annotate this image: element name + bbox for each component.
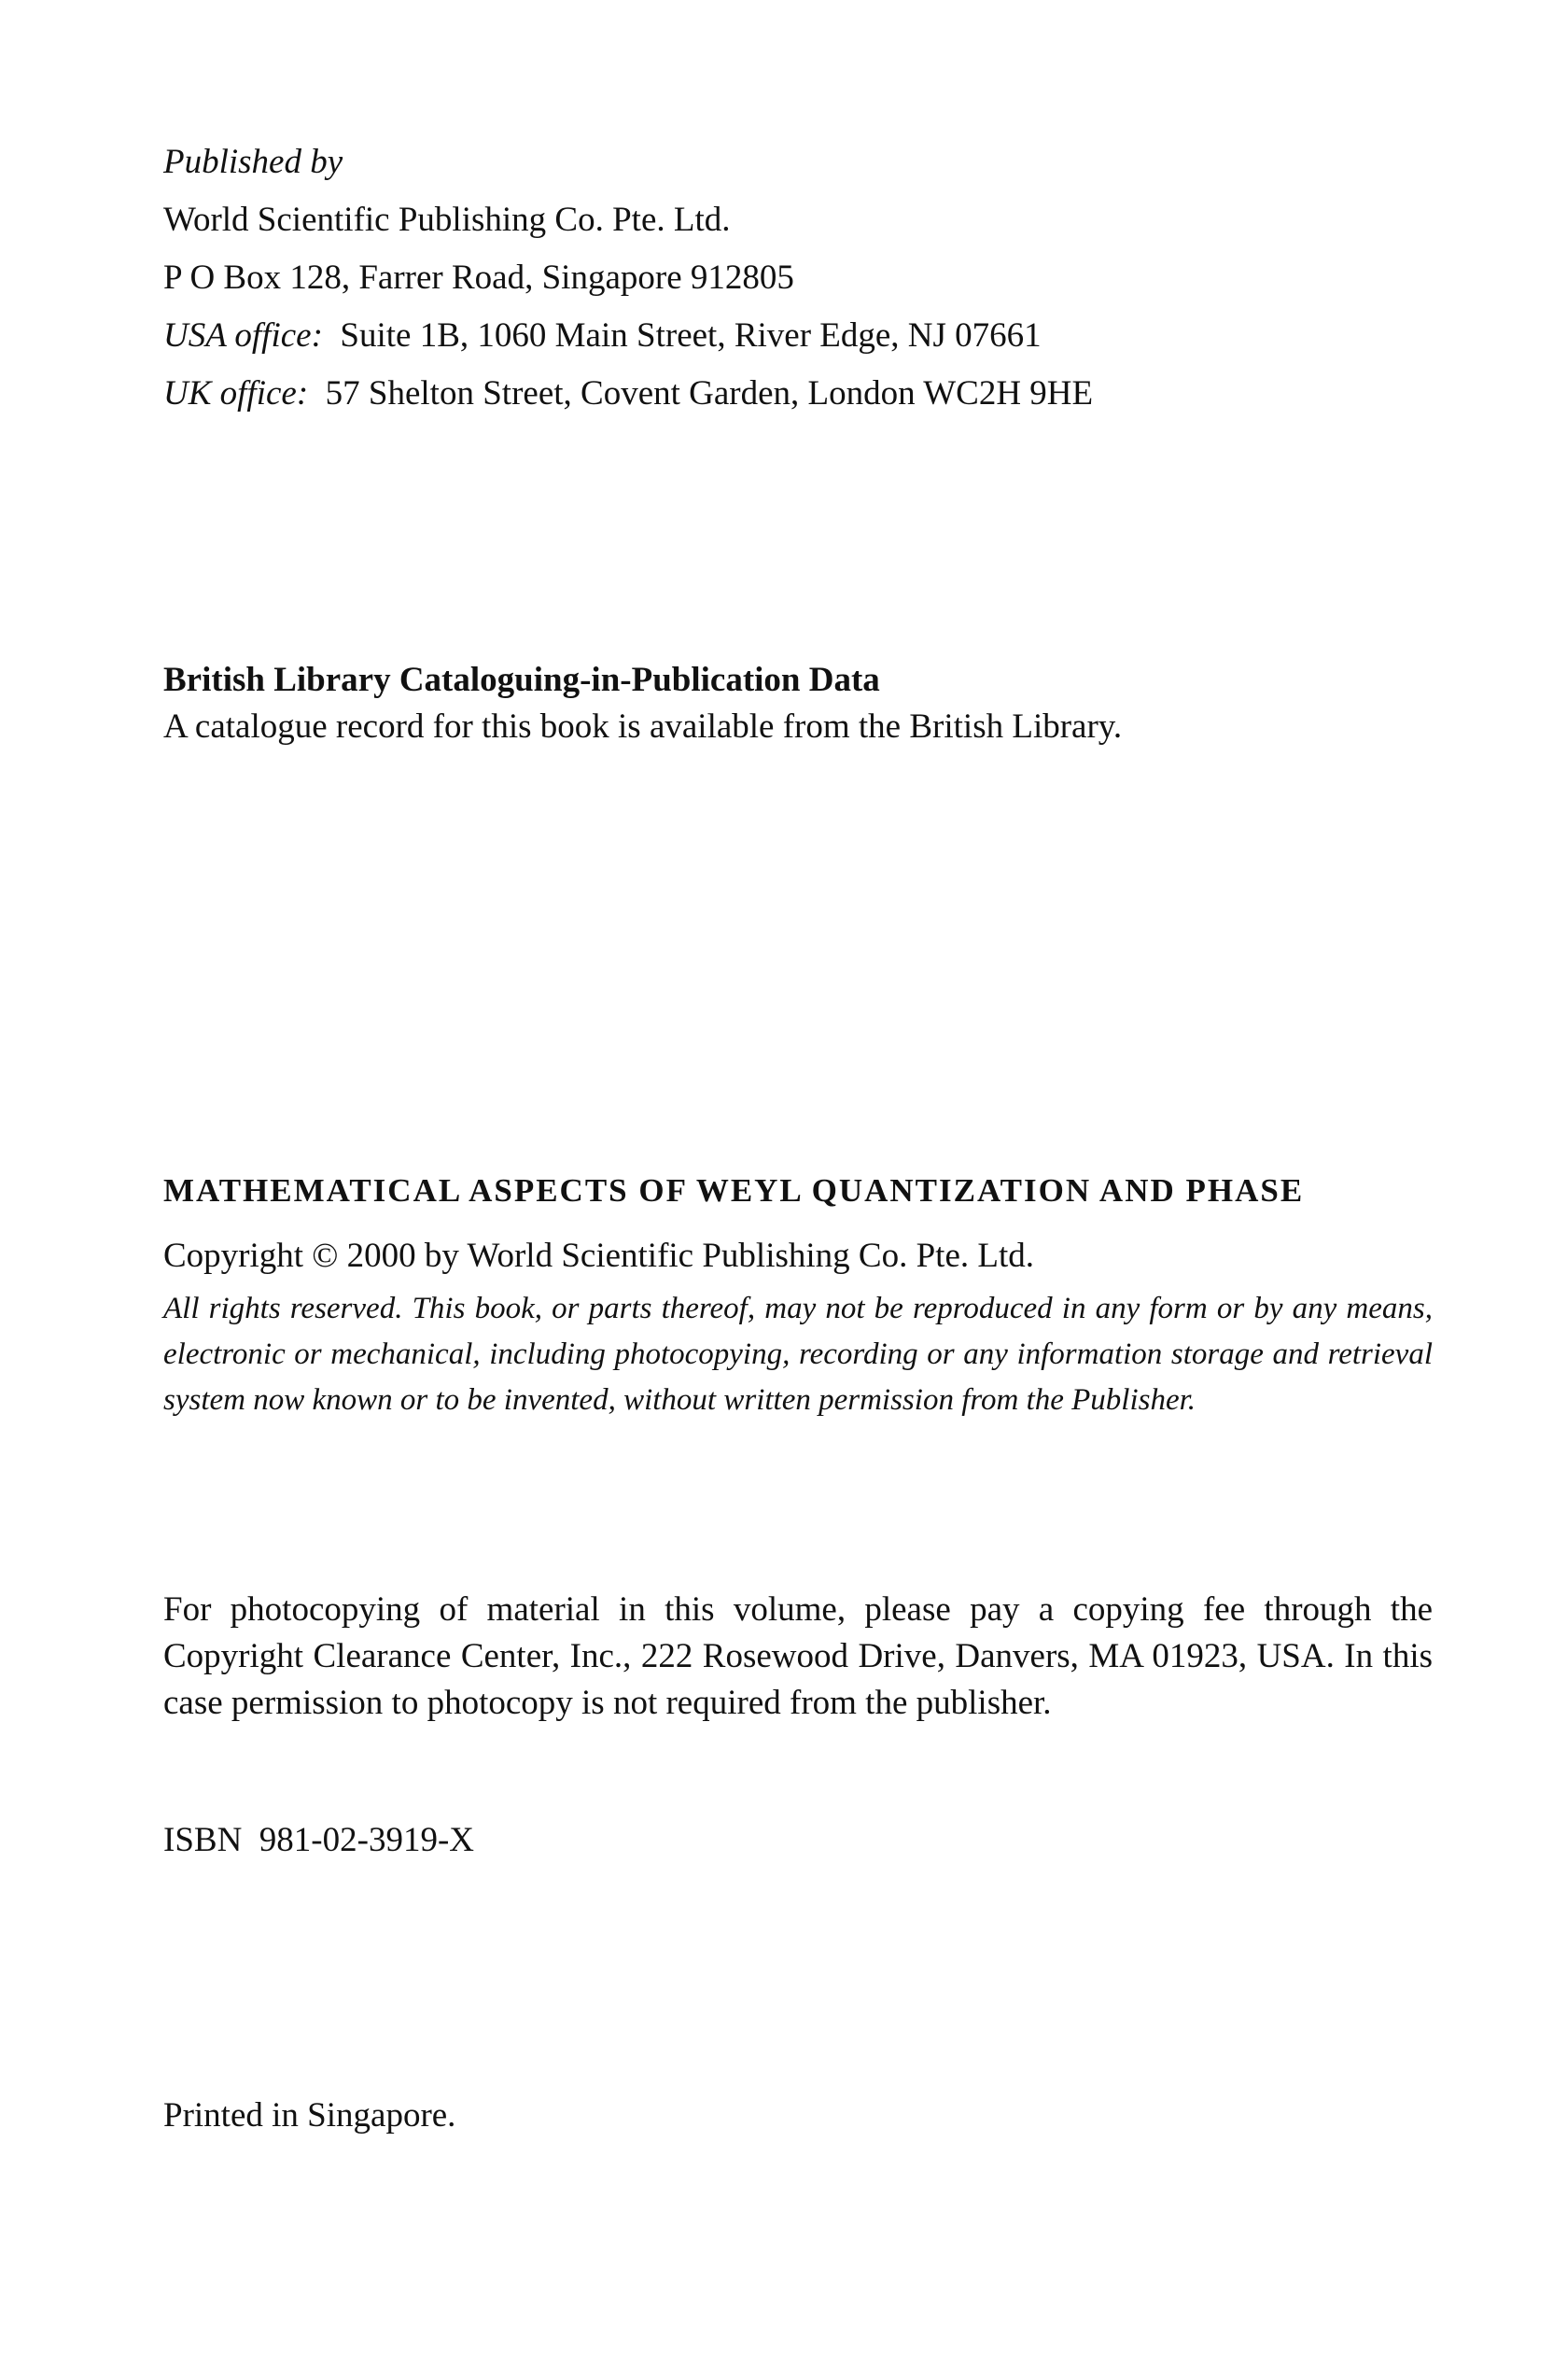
- isbn-block: [163, 1818, 1433, 1863]
- british-library-heading: British Library Cataloguing-in-Publication Data: [163, 661, 880, 699]
- publisher-address: P O Box 128, Farrer Road, Singapore 912805: [163, 259, 794, 297]
- usa-office-address: Suite 1B, 1060 Main Street, River Edge, NJ 07661: [340, 316, 1042, 355]
- uk-office-line: [163, 371, 1433, 416]
- publisher-name: World Scientific Publishing Co. Pte. Ltd.: [163, 201, 731, 239]
- usa-office-line: [163, 314, 1433, 358]
- isbn: ISBN 981-02-3919-X: [163, 1821, 474, 1859]
- british-library-block: [163, 658, 1433, 751]
- british-library-text: A catalogue record for this book is available from the British Library.: [163, 707, 1123, 746]
- publisher-block: [163, 140, 1433, 429]
- photocopy-notice-block: [163, 1587, 1433, 1727]
- uk-office-address: 57 Shelton Street, Covent Garden, London WC2H 9HE: [325, 374, 1094, 413]
- copyright-line: Copyright © 2000 by World Scientific Publishing Co. Pte. Ltd.: [163, 1237, 1035, 1275]
- rights-reserved-text: All rights reserved. This book, or parts thereof, may not be reproduced in any form or by any means, electronic or mechanical, including photocopying, recording or any information storage and retrieval system now known or to be invented, without written permission from the Publisher.: [163, 1292, 1433, 1417]
- published-by-heading: Published by: [163, 143, 343, 181]
- printed-in: Printed in Singapore.: [163, 2096, 456, 2135]
- title-copyright-block: [163, 1169, 1433, 1454]
- uk-office-label: UK office:: [163, 374, 309, 413]
- book-title: MATHEMATICAL ASPECTS OF WEYL QUANTIZATION AND PHASE: [163, 1172, 1305, 1209]
- usa-office-label: USA office:: [163, 316, 323, 355]
- printed-block: [163, 2093, 1433, 2138]
- photocopy-notice: For photocopying of material in this volume, please pay a copying fee through the Copyright Clearance Center, Inc., 222 Rosewood Drive, Danvers, MA 01923, USA. In this case permission to photocopy is not required from the publisher.: [163, 1590, 1433, 1722]
